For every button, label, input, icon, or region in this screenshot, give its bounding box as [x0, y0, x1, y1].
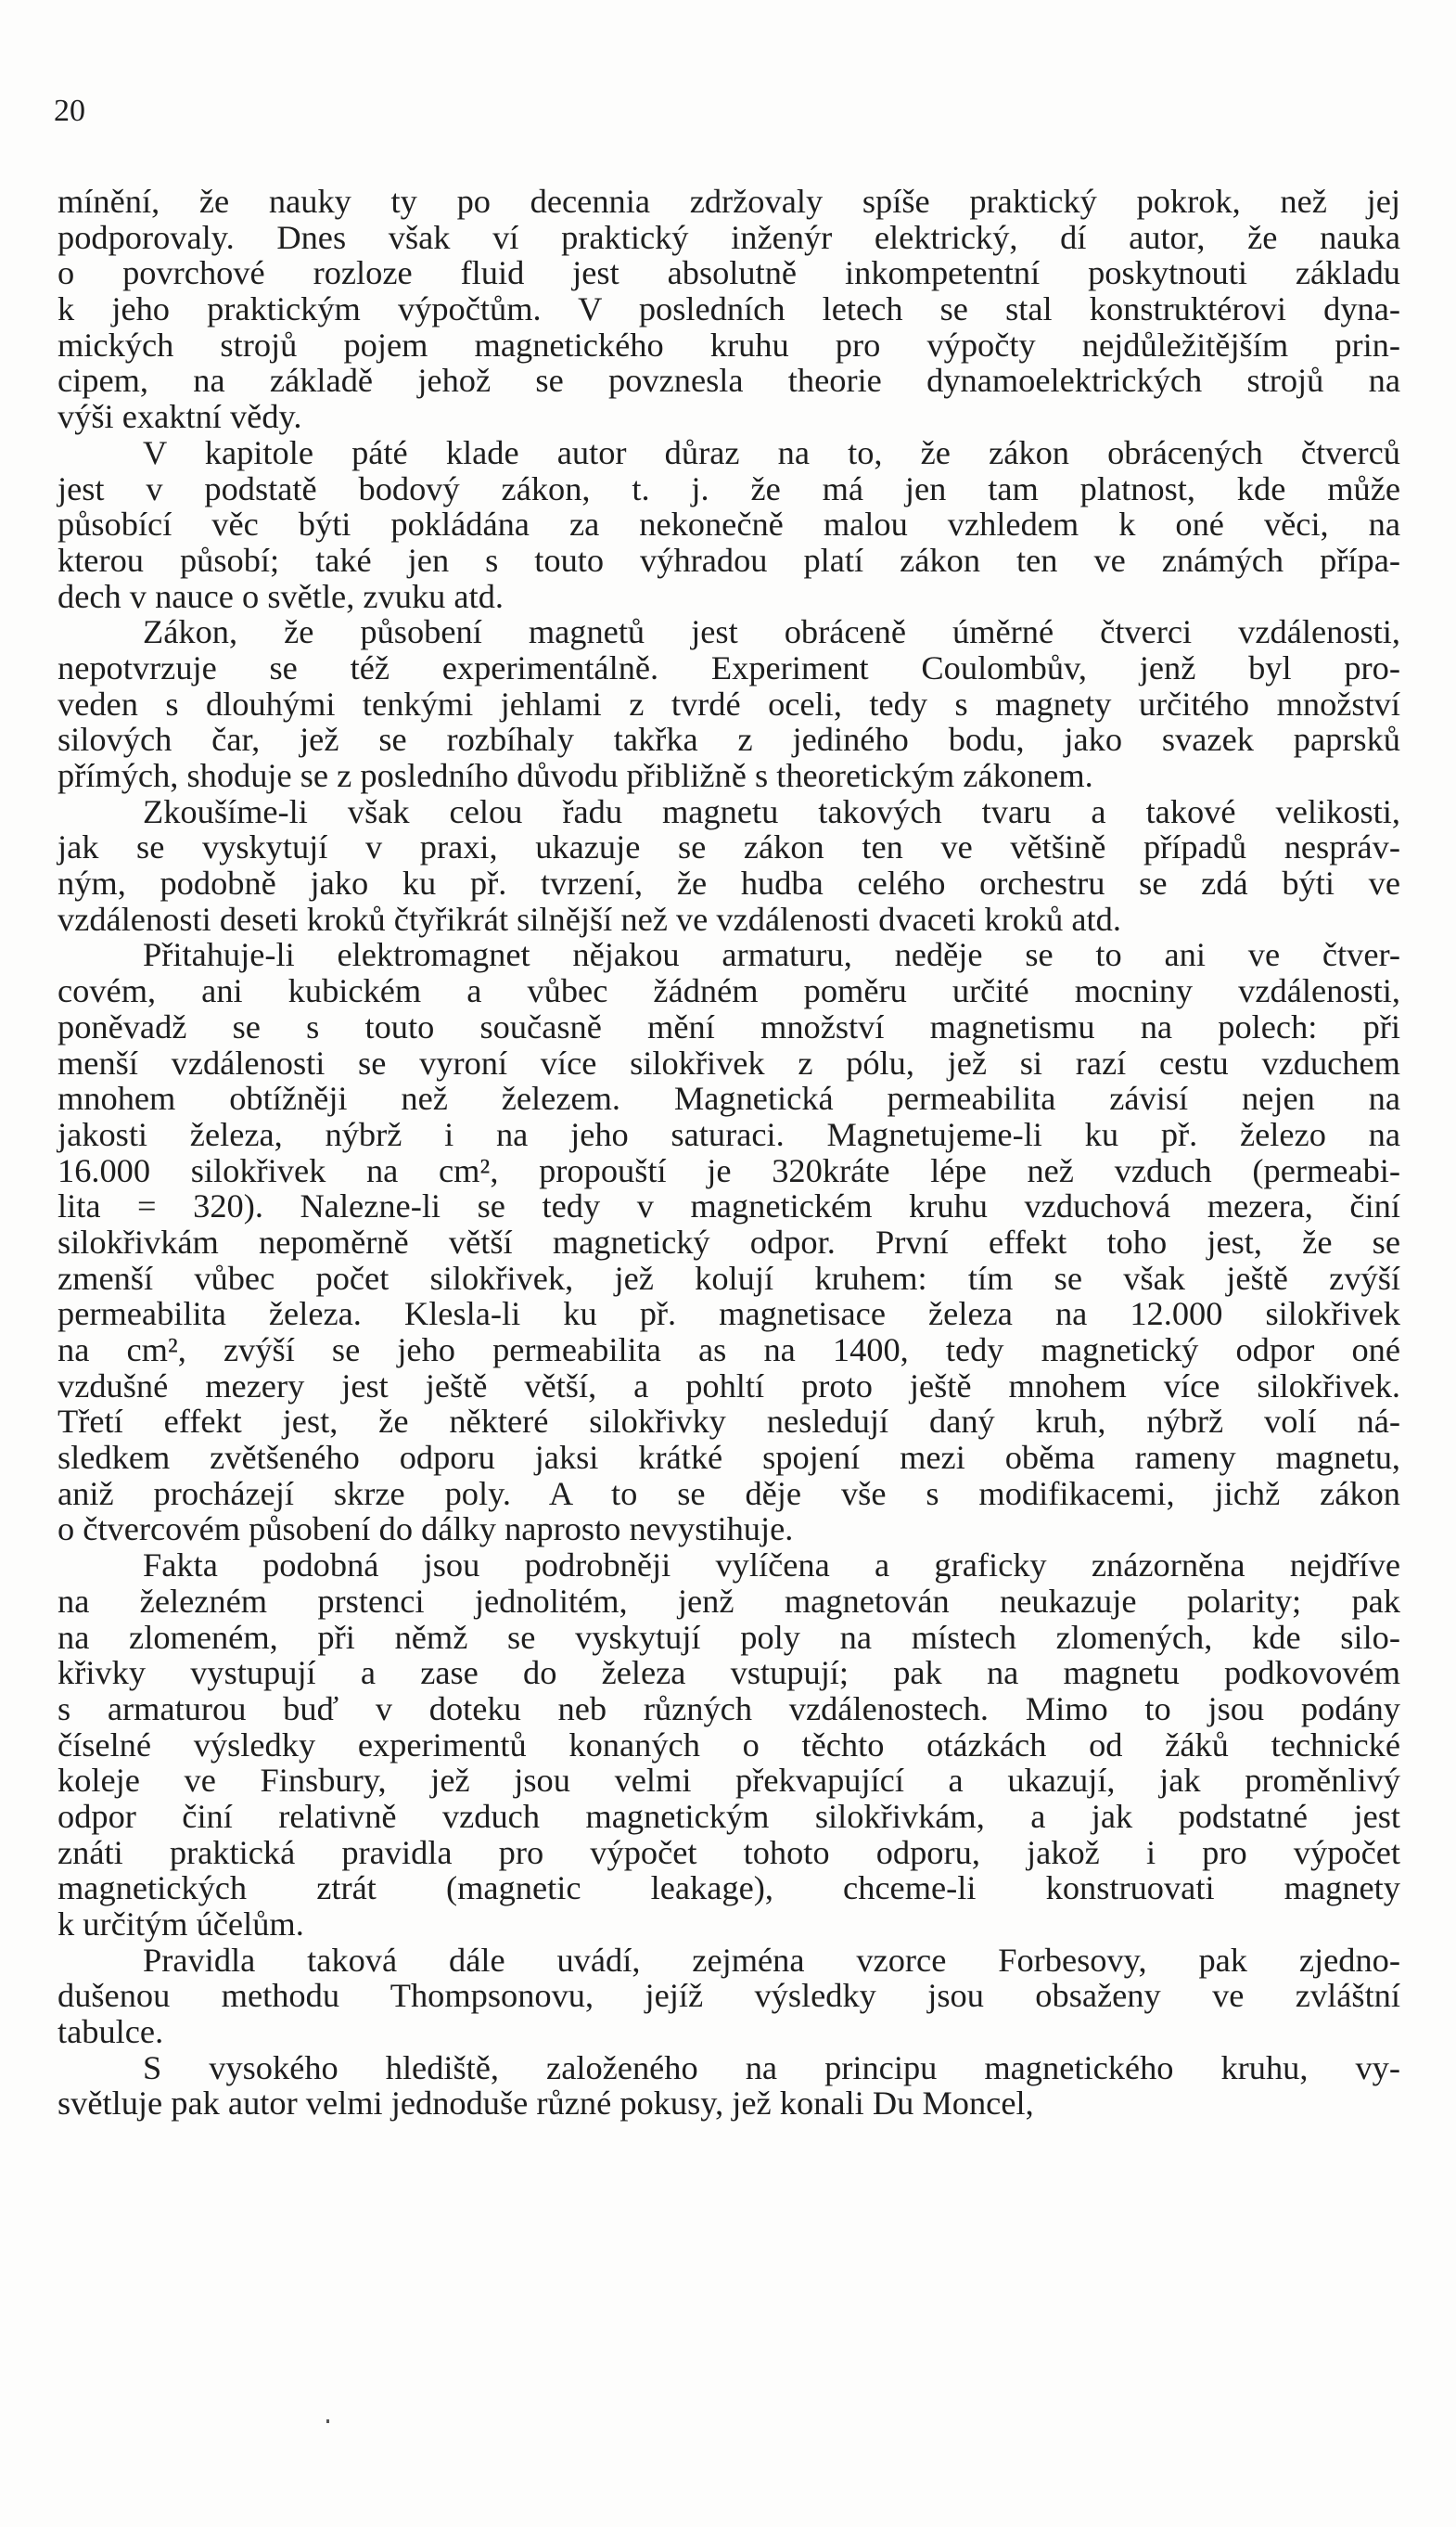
text-line: S vysokého hlediště, založeného na principu magnetického kruhu, vy- [143, 2048, 1400, 2086]
text-line: jest v podstatě bodový zákon, t. j. že má jen tam platnost, kde může [57, 469, 1400, 507]
text-line: vzdušné mezery jest ještě větší, a pohltí proto ještě mnohem více silokřivek. [57, 1366, 1400, 1405]
text-line: jakosti železa, nýbrž i na jeho saturaci. Magnetujeme-li ku př. železo na [57, 1115, 1400, 1153]
text-line: tabulce. [57, 2013, 164, 2051]
text-line: kterou působí; také jen s touto výhradou platí zákon ten ve známých přípa- [57, 541, 1400, 579]
paragraph [57, 1547, 1400, 1943]
text-line: vzdálenosti deseti kroků čtyřikrát silnější než ve vzdálenosti dvaceti kroků atd. [57, 900, 1121, 938]
text-line: světluje pak autor velmi jednoduše různé pokusy, jež konali Du Moncel, [57, 2084, 1034, 2123]
text-line: o povrchové rozloze fluid jest absolutně inkompetentní poskytnouti základu [57, 254, 1400, 292]
paragraph [57, 435, 1400, 614]
text-line: lita = 320). Nalezne-li se tedy v magnetickém kruhu vzduchová mezera, činí [57, 1187, 1400, 1225]
text-line: působící věc býti pokládána za nekonečně malou vzhledem k oné věci, na [57, 506, 1400, 544]
text-line: magnetických ztrát (magnetic leakage), chceme-li konstruovati magnety [57, 1869, 1400, 1907]
text-line: covém, ani kubickém a vůbec žádném poměru určité mocniny vzdálenosti, [57, 972, 1400, 1010]
text-line: Fakta podobná jsou podrobněji vylíčena a graficky znázorněna nejdříve [143, 1546, 1400, 1584]
text-line: dušenou methodu Thompsonovu, jejíž výsledky jsou obsaženy ve zvláštní [57, 1977, 1400, 2015]
text-line: mnohem obtížněji než železem. Magnetická permeabilita závisí nejen na [57, 1080, 1400, 1118]
text-line: k jeho praktickým výpočtům. V posledních letech se stal konstruktérovi dyna- [57, 290, 1400, 328]
text-line: číselné výsledky experimentů konaných o těchto otázkách od žáků technické [57, 1725, 1400, 1764]
body-text [57, 184, 1400, 2122]
paragraph [57, 1943, 1400, 2050]
text-line: permeabilita železa. Klesla-li ku př. magnetisace železa na 12.000 silokřivek [57, 1295, 1400, 1333]
text-line: Třetí effekt jest, že některé silokřivky nesledují daný kruh, nýbrž volí ná- [57, 1403, 1400, 1441]
text-line: Zákon, že působení magnetů jest obráceně úměrné čtverci vzdálenosti, [143, 613, 1400, 651]
text-line: veden s dlouhými tenkými jehlami z tvrdé oceli, tedy s magnety určitého množství [57, 685, 1400, 723]
text-line: výši exaktní vědy. [57, 398, 302, 436]
text-line: mínění, že nauky ty po decennia zdržovaly spíše praktický pokrok, než jej [57, 183, 1400, 220]
text-line: k určitým účelům. [57, 1905, 304, 1943]
text-line: koleje ve Finsbury, jež jsou velmi překvapující a ukazují, jak proměnlivý [57, 1762, 1400, 1800]
text-line: na železném prstenci jednolitém, jenž magnetován neukazuje polarity; pak [57, 1582, 1400, 1620]
text-line: znáti praktická pravidla pro výpočet tohoto odporu, jakož i pro výpočet [57, 1833, 1400, 1871]
paragraph [57, 937, 1400, 1547]
text-line: zmenší vůbec počet silokřivek, jež kolují kruhem: tím se však ještě zvýší [57, 1259, 1400, 1297]
text-line: V kapitole páté klade autor důraz na to, že zákon obrácených čtverců [143, 433, 1400, 471]
text-line: 16.000 silokřivek na cm², propouští je 320kráte lépe než vzduch (permeabi- [57, 1151, 1400, 1189]
paragraph [57, 2050, 1400, 2122]
paragraph [57, 614, 1400, 793]
text-line: nepotvrzuje se též experimentálně. Experiment Coulombův, jenž byl pro- [57, 648, 1400, 686]
text-line: dech v nauce o světle, zvuku atd. [57, 577, 504, 615]
paragraph [57, 794, 1400, 938]
text-line: na cm², zvýší se jeho permeabilita as na 1400, tedy magnetický odpor oné [57, 1331, 1400, 1368]
text-line: podporovaly. Dnes však ví praktický inženýr elektrický, dí autor, že nauka [57, 218, 1400, 256]
text-line: ným, podobně jako ku př. tvrzení, že hudba celého orchestru se zdá býti ve [57, 865, 1400, 903]
page-number: 20 [54, 94, 85, 128]
text-line: Přitahuje-li elektromagnet nějakou armaturu, neděje se to ani ve čtver- [143, 936, 1400, 974]
text-line: odpor činí relativně vzduch magnetickým silokřivkám, a jak podstatné jest [57, 1797, 1400, 1835]
print-speck [326, 2419, 329, 2423]
text-line: cipem, na základě jehož se povznesla theorie dynamoelektrických strojů na [57, 362, 1400, 400]
text-line: aniž procházejí skrze poly. A to se děje vše s modifikacemi, jichž zákon [57, 1474, 1400, 1512]
text-line: mických strojů pojem magnetického kruhu pro výpočty nejdůležitějším prin- [57, 326, 1400, 364]
text-line: silokřivkám nepoměrně větší magnetický odpor. První effekt toho jest, že se [57, 1223, 1400, 1261]
text-line: Zkoušíme-li však celou řadu magnetu takových tvaru a takové velikosti, [143, 792, 1400, 830]
text-line: poněvadž se s touto současně mění množství magnetismu na polech: při [57, 1007, 1400, 1045]
text-line: Pravidla taková dále uvádí, zejména vzorce Forbesovy, pak zjedno- [143, 1941, 1400, 1979]
text-line: sledkem zvětšeného odporu jaksi krátké spojení mezi oběma rameny magnetu, [57, 1439, 1400, 1477]
text-line: o čtvercovém působení do dálky naprosto nevystihuje. [57, 1510, 794, 1548]
text-line: na zlomeném, při němž se vyskytují poly na místech zlomených, kde silo- [57, 1618, 1400, 1656]
text-line: křivky vystupují a zase do železa vstupují; pak na magnetu podkovovém [57, 1654, 1400, 1692]
text-line: menší vzdálenosti se vyroní více silokřivek z pólu, jež si razí cestu vzduchem [57, 1044, 1400, 1082]
text-line: s armaturou buď v doteku neb různých vzdálenostech. Mimo to jsou podány [57, 1689, 1400, 1727]
text-line: jak se vyskytují v praxi, ukazuje se zákon ten ve většině případů nespráv- [57, 828, 1400, 866]
paragraph [57, 184, 1400, 435]
text-line: přímých, shoduje se z posledního důvodu přibližně s theoretickým zákonem. [57, 757, 1093, 794]
text-line: silových čar, jež se rozbíhaly takřka z jediného bodu, jako svazek paprsků [57, 721, 1400, 759]
